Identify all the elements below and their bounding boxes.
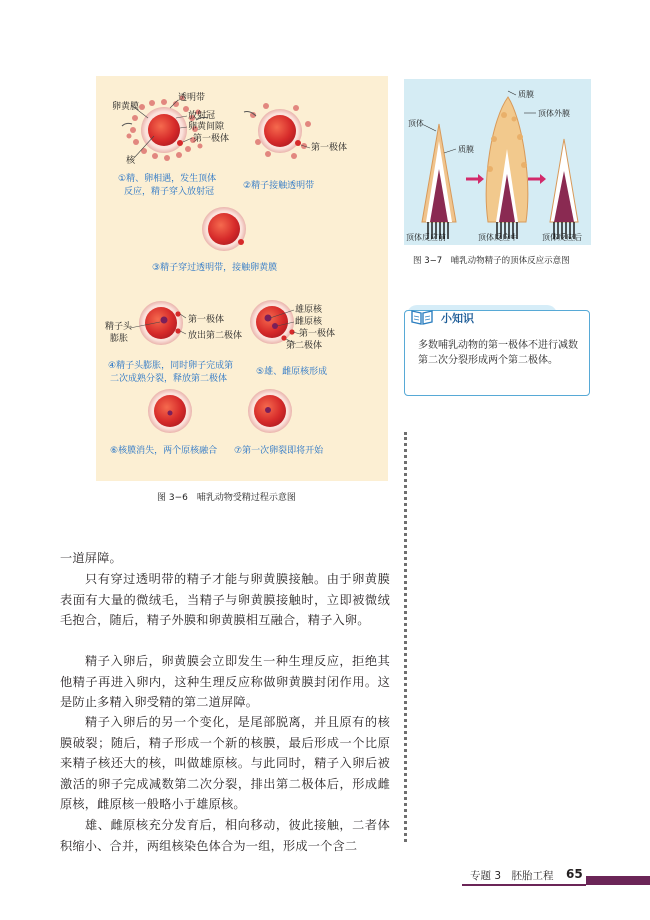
label-sperm-head: 精子头: [105, 322, 133, 332]
paragraph-2: 精子入卵后，卵黄膜会立即发生一种生理反应，拒绝其他精子再进入卵内，这种生理反应称做卵黄膜封闭作用。这是防止多精入卵受精的第二道屏障。: [60, 654, 390, 709]
label-zona-pellucida: 透明带: [178, 93, 206, 103]
paragraph-3: 精子入卵后的另一个变化，是尾部脱离，并且原有的核膜破裂；随后，精子形成一个新的核膜，最后形成一个比原来精子核还大的核，叫做雄原核。与此同时，精子入卵后被激活的卵子完成减数第二次分裂，排出第二极体后，形成雌原核，雌原核一般略小于雄原核。: [60, 715, 390, 811]
sperm-during-reaction: [486, 97, 528, 239]
stage-7-egg: [248, 389, 292, 433]
paragraph-1: 只有穿过透明带的精子才能与卵黄膜接触。由于卵黄膜表面有大量的微绒毛，当精子与卵黄膜接触时，立即被微绒毛抱合，随后，精子外膜和卵黄膜相互融合，精子入卵。: [60, 572, 390, 627]
figure-3-7-caption: 图 3−7 哺乳动物精子的顶体反应示意图: [413, 256, 570, 266]
step-7: ⑦第一次卵裂即将开始: [234, 446, 324, 456]
footer-underline: [462, 884, 586, 886]
label-vitelline-membrane: 卵黄膜: [112, 102, 140, 112]
knowledge-text: 多数哺乳动物的第一极体不进行减数第二次分裂形成两个第二极体。: [418, 340, 578, 366]
step-2: ②精子接触透明带: [243, 181, 315, 191]
label-release-second-polar-body: 放出第二极体: [188, 331, 243, 341]
label-second-polar-body: 第二极体: [286, 341, 323, 351]
step-1-line-2: 反应，精子穿入放射冠: [124, 187, 215, 197]
label-nucleus: 核: [126, 156, 136, 166]
sperm-before-reaction: [422, 124, 456, 239]
figure-3-6-caption: 图 3−6 哺乳动物受精过程示意图: [157, 493, 296, 503]
label-perivitelline-space: 卵黄间隙: [188, 122, 225, 132]
label-swelling: 膨胀: [110, 334, 129, 344]
step-4-line-1: ④精子头膨胀，同时卵子完成第: [108, 361, 234, 371]
label-during-reaction: 顶体反应中: [478, 233, 518, 242]
label-acrosome: 顶体: [408, 119, 424, 128]
sperm-after-reaction: [550, 139, 578, 239]
label-female-pronucleus: 雌原核: [295, 317, 323, 327]
label-first-polar-body-1: 第一极体: [193, 134, 230, 144]
label-male-pronucleus: 雄原核: [295, 305, 323, 315]
chapter-label: 专题 3 胚胎工程: [470, 870, 554, 882]
label-outer-acrosomal-membrane: 顶体外膜: [538, 109, 570, 118]
label-first-polar-body-4: 第一极体: [299, 329, 336, 339]
label-first-polar-body-2: 第一极体: [311, 143, 348, 153]
paragraph-4: 雄、雌原核充分发育后，相向移动，彼此接触，二者体积缩小、合并，两组核染色体合为一组，形成一个含二: [60, 818, 390, 853]
label-first-polar-body-3: 第一极体: [188, 315, 225, 325]
fertilization-diagram: [96, 76, 388, 481]
acrosome-reaction-diagram: [404, 79, 591, 245]
stage-5-egg: [250, 300, 300, 344]
dotted-separator: [404, 432, 407, 842]
step-1-line-1: ①精、卵相遇，发生顶体: [118, 174, 217, 184]
step-6: ⑥核膜消失，两个原核融合: [110, 446, 218, 456]
stage-2-egg: [244, 103, 311, 159]
label-plasma-membrane-top: 质膜: [518, 90, 534, 99]
label-plasma-membrane-mid: 质膜: [458, 145, 474, 154]
label-corona-radiata: 放射冠: [188, 111, 216, 121]
figure-3-7-panel: [404, 79, 591, 245]
step-5: ⑤雄、雌原核形成: [256, 367, 328, 377]
step-4-line-2: 二次成熟分裂，释放第二极体: [110, 374, 228, 384]
label-after-reaction: 顶体反应后: [542, 233, 582, 242]
step-3: ③精子穿过透明带，接触卵黄膜: [152, 263, 278, 273]
knowledge-title: 小知识: [441, 312, 474, 325]
open-book-icon: [410, 308, 434, 326]
page-number: 65: [566, 867, 583, 881]
paragraph-0: 一道屏障。: [60, 551, 122, 565]
stage-6-egg: [148, 389, 192, 433]
label-before-reaction: 顶体反应前: [406, 233, 446, 242]
footer-color-bar: [586, 876, 650, 885]
stage-3-egg: [202, 207, 246, 251]
stage-4-egg: [130, 301, 186, 345]
figure-3-6-panel: [96, 76, 388, 481]
